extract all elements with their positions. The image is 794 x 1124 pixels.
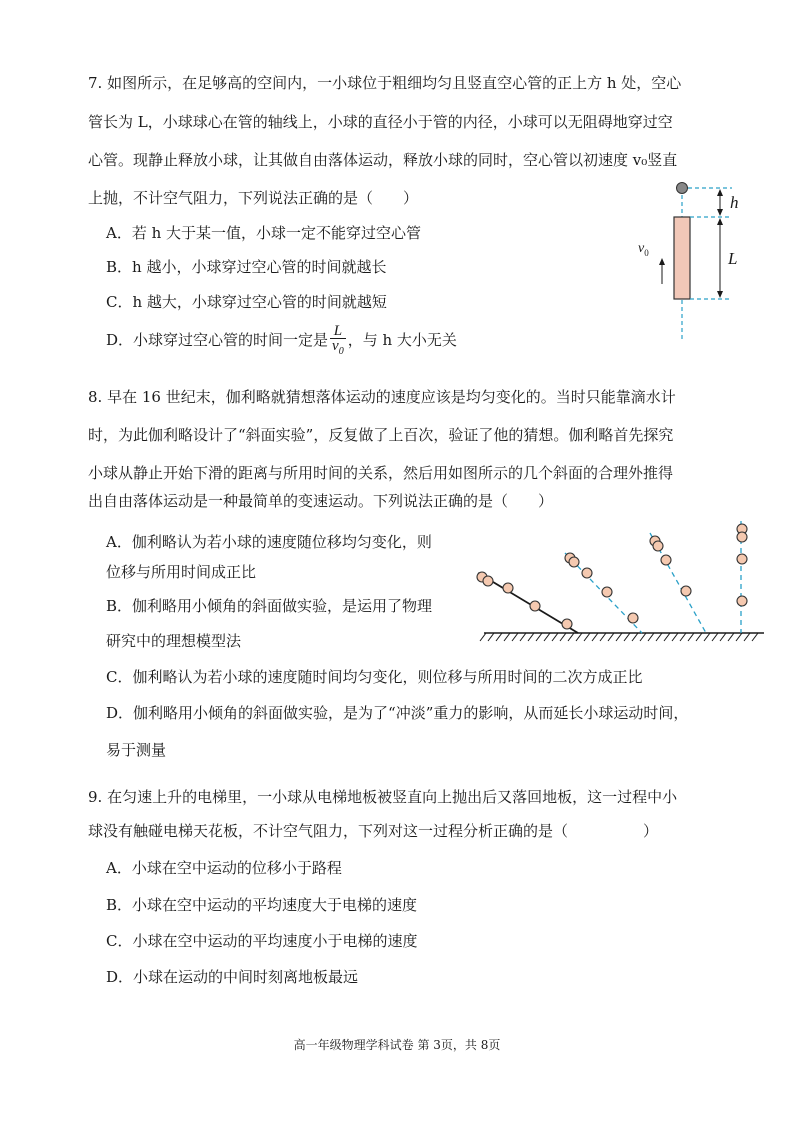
q8-stem-line2: 时，为此伽利略设计了“斜面实验”，反复做了上百次，验证了他的猜想。伽利略首先探究 [88, 426, 674, 444]
q8-ground-hatch [480, 633, 758, 641]
q7-label-L: L [728, 249, 738, 268]
q7-option-d-text: D．小球穿过空心管的时间一定是 [106, 331, 329, 349]
q8-option-a-line2: 位移与所用时间成正比 [106, 563, 257, 581]
q8-balls [477, 524, 747, 629]
q9-stem-line1: 9. 在匀速上升的电梯里，一小球从电梯地板被竖直向上抛出后又落回地板，这一过程中小 [88, 788, 678, 806]
q7-stem-line2: 管长为 L，小球球心在管的轴线上，小球的直径小于管的内径，小球可以无阻碍地穿过空 [88, 113, 673, 131]
q7-option-a: A．若 h 大于某一值，小球一定不能穿过空心管 [106, 224, 422, 242]
q7-stem-line1: 7. 如图所示，在足够高的空间内，一小球位于粗细均匀且竖直空心管的正上方 h 处，空心 [88, 74, 682, 92]
q7-option-d-tail: ，与 h 大小无关 [347, 331, 457, 349]
q8-option-c: C．伽利略认为若小球的速度随时间均匀变化，则位移与所用时间的二次方成正比 [106, 668, 643, 686]
page-footer: 高一年级物理学科试卷 第 3页，共 8页 [293, 1038, 501, 1052]
q8-stem-line3: 小球从静止开始下滑的距离与所用时间的关系，然后用如图所示的几个斜面的合理外推得 [88, 464, 674, 482]
q7-label-h: h [730, 193, 739, 212]
q7-fraction-denominator: $v_0$ [332, 337, 344, 357]
q9-option-b: B．小球在空中运动的平均速度大于电梯的速度 [106, 896, 418, 914]
q8-option-d-line2: 易于测量 [106, 741, 167, 759]
q7-tube [674, 217, 690, 299]
q8-figure [470, 515, 770, 650]
q7-option-b: B．h 越小，小球穿过空心管的时间就越长 [106, 258, 387, 276]
q7-ball [677, 183, 688, 194]
q8-option-b-line2: 研究中的理想模型法 [106, 632, 242, 650]
q7-figure [630, 172, 750, 344]
q9-option-d: D．小球在运动的中间时刻离地板最远 [106, 968, 359, 986]
q8-stem-line1: 8. 早在 16 世纪末，伽利略就猜想落体运动的速度应该是均匀变化的。当时只能靠滴水计 [88, 388, 676, 406]
q8-option-a-line1: A．伽利略认为若小球的速度随位移均匀变化，则 [106, 533, 432, 551]
q8-option-d-line1: D．伽利略用小倾角的斜面做实验，是为了“冲淡”重力的影响，从而延长小球运动时间， [106, 704, 689, 722]
q9-stem-line2: 球没有触碰电梯天花板，不计空气阻力，下列对这一过程分析正确的是（ ） [88, 822, 659, 840]
q7-stem-line3: 心管。现静止释放小球，让其做自由落体运动，释放小球的同时，空心管以初速度 v₀竖直 [88, 151, 678, 169]
q7-fraction-numerator: L [330, 324, 346, 339]
q8-stem-line4: 出自由落体运动是一种最简单的变速运动。下列说法正确的是（ ） [88, 492, 554, 510]
q7-label-v: $v_0$ [638, 241, 649, 258]
q7-fraction [330, 324, 346, 359]
q7-option-c: C．h 越大，小球穿过空心管的时间就越短 [106, 293, 387, 311]
q7-option-d [106, 318, 457, 362]
q9-option-c: C．小球在空中运动的平均速度小于电梯的速度 [106, 932, 418, 950]
q7-stem-line4: 上抛，不计空气阻力，下列说法正确的是（ ） [88, 189, 419, 207]
q9-option-a: A．小球在空中运动的位移小于路程 [106, 859, 342, 877]
q8-option-b-line1: B．伽利略用小倾角的斜面做实验，是运用了物理 [106, 597, 433, 615]
